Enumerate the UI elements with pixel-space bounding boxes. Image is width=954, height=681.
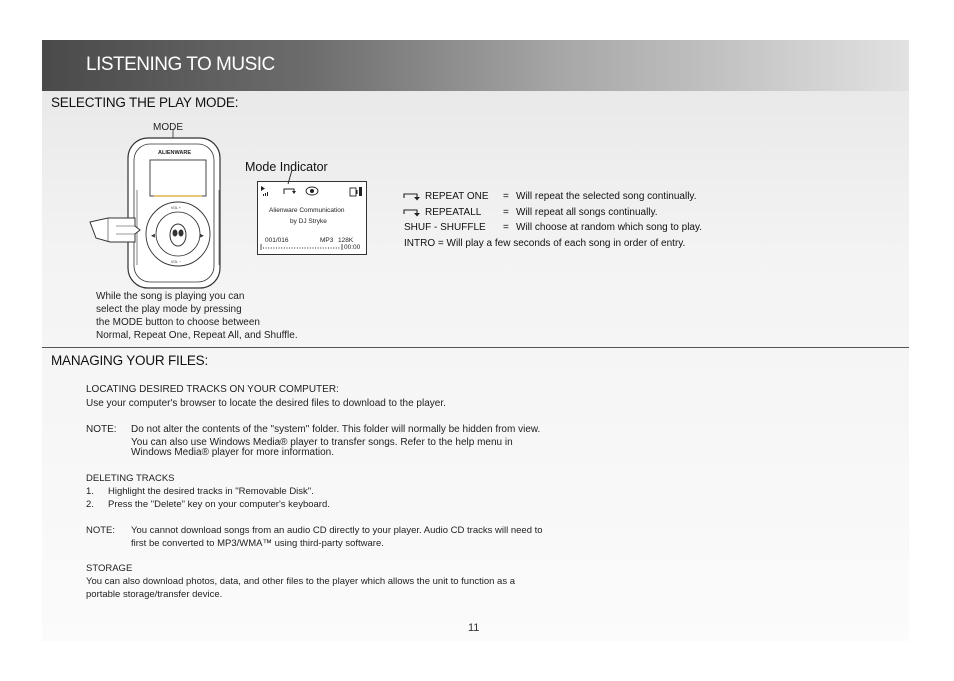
deleting-step-num: 1. [86,486,94,497]
note1-line2: You can also use Windows Media® player to transfer songs. Refer to the help menu in [131,437,513,448]
instruction-line: While the song is playing you can [96,291,245,302]
page-title: LISTENING TO MUSIC [86,54,275,75]
section-heading-managing-files: MANAGING YOUR FILES: [51,353,209,368]
storage-line2: portable storage/transfer device. [86,589,223,600]
deleting-step-num: 2. [86,499,94,510]
note2-line2: first be converted to MP3/WMA™ using third-party software. [131,538,384,549]
screen-track-count: 001/016 [265,237,289,244]
mode-button-label: MODE [153,122,183,133]
screen-bitrate: 128K [338,237,354,244]
device-illustration [80,130,240,290]
screen-song-title: Alienware Communication [269,207,345,214]
device-brand-text: ALIENWARE [158,150,191,156]
legend-key-repeat-all: REPEATALL [425,207,482,218]
mode-indicator-label: Mode Indicator [245,160,328,174]
player-screen [257,181,367,255]
note2-line1: You cannot download songs from an audio CD directly to your player. Audio CD tracks will need to [131,525,543,536]
legend-desc-repeat-all: Will repeat all songs continually. [516,207,658,218]
svg-text:▶: ▶ [200,233,204,239]
vol-up-label: VOL + [171,206,181,210]
section-heading-play-mode: SELECTING THE PLAY MODE: [51,95,239,110]
legend-desc-shuffle: Will choose at random which song to play. [516,222,703,233]
deleting-step-text: Press the "Delete" key on your computer's keyboard. [108,499,330,510]
legend-key-shuffle: SHUF - SHUFFLE [404,222,486,233]
screen-time: 00:00 [344,244,361,251]
storage-line1: You can also download photos, data, and other files to the player which allows the unit to function as a [86,576,516,587]
screen-format: MP3 [320,237,334,244]
mode-indicator-pointer [280,168,310,198]
locating-title: LOCATING DESIRED TRACKS ON YOUR COMPUTER: [86,384,339,395]
locating-text: Use your computer's browser to locate the desired files to download to the player. [86,398,446,409]
storage-title: STORAGE [86,563,133,574]
screen-artist: by DJ Stryke [290,218,327,225]
legend-key-repeat-one: REPEAT ONE [425,191,489,202]
section-divider [42,347,909,348]
note1-line3: Windows Media® player for more information. [131,447,334,458]
legend-sep: = [503,191,509,202]
note1-line1: Do not alter the contents of the "system" folder. This folder will normally be hidden from view. [131,424,541,435]
legend-sep: = [503,222,509,233]
deleting-title: DELETING TRACKS [86,473,175,484]
page-number: 11 [468,622,480,634]
legend-desc-repeat-one: Will repeat the selected song continually. [516,191,697,202]
instruction-line: select the play mode by pressing [96,304,242,315]
instruction-line: Normal, Repeat One, Repeat All, and Shuffle. [96,330,298,341]
note-label: NOTE: [86,525,116,536]
note-label: NOTE: [86,424,117,435]
legend-sep: = [503,207,509,218]
vol-down-label: VOL − [171,260,181,264]
instruction-line: the MODE button to choose between [96,317,260,328]
svg-text:◀: ◀ [151,233,155,239]
deleting-step-text: Highlight the desired tracks in "Removable Disk". [108,486,314,497]
legend-intro: INTRO = Will play a few seconds of each song in order of entry. [404,238,686,249]
repeat-icons [403,192,423,222]
